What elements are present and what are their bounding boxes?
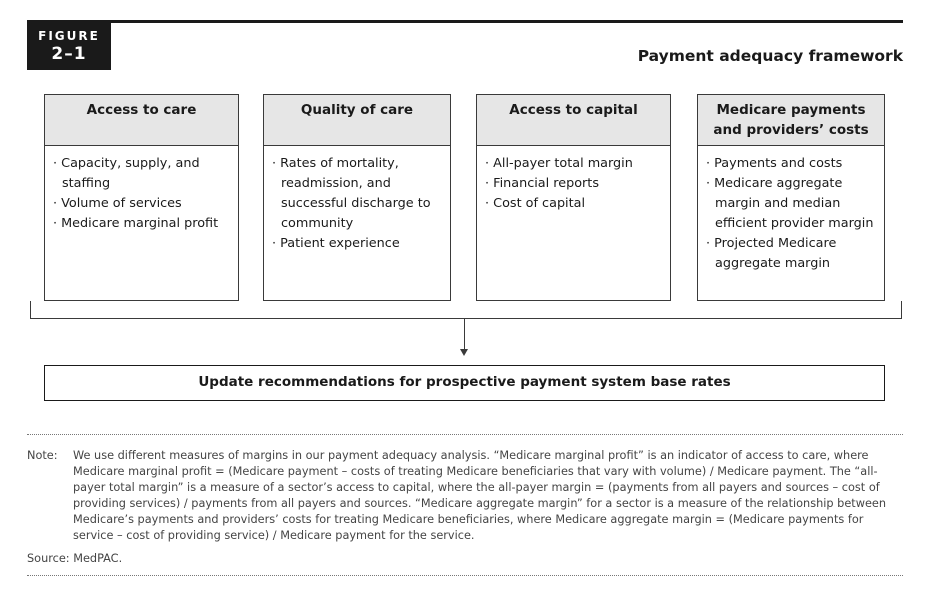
list-item: · Capacity, supply, and staffing bbox=[53, 154, 232, 194]
list-item: · Patient experience bbox=[272, 234, 444, 254]
figure-number: 2–1 bbox=[51, 44, 87, 64]
result-box: Update recommendations for prospective payment system base rates bbox=[44, 365, 885, 401]
note-label: Note: bbox=[27, 449, 58, 462]
list-item: · Medicare aggregate margin and median efficient provider margin bbox=[706, 174, 878, 234]
divider-top bbox=[27, 434, 903, 435]
list-item: · Financial reports bbox=[485, 174, 664, 194]
top-rule bbox=[27, 20, 903, 23]
list-item: · Payments and costs bbox=[706, 154, 878, 174]
box-list bbox=[45, 146, 238, 234]
flow-arrow bbox=[464, 319, 465, 353]
list-item: · Cost of capital bbox=[485, 194, 664, 214]
figure-label bbox=[27, 23, 111, 70]
box-medicare-payments-costs bbox=[697, 94, 885, 301]
box-list bbox=[264, 146, 450, 254]
list-item: · Rates of mortality, readmission, and successful discharge to community bbox=[272, 154, 444, 234]
figure-title: Payment adequacy framework bbox=[637, 47, 903, 65]
box-heading: Access to care bbox=[45, 95, 238, 146]
list-item: · Volume of services bbox=[53, 194, 232, 214]
note-text: We use different measures of margins in our payment adequacy analysis. “Medicare marginal profit” is an indicator of access to care, where Medicare marginal profit = (Medicare payment – costs of treating Medicare beneficiaries that vary with volume) / Medicare payment. The “all-payer total margin” is a measure of a sector’s access to capital, where the all-payer margin = (payments from all payers and sources – cost of providing services) / payments from all payers and sources. “Medicare aggregate margin” for a sector is a measure of the relationship between Medicare’s payments and providers’ costs for treating Medicare beneficiaries, where Medicare aggregate margin = (Medicare payments for service – cost of providing service) / Medicare payment for the service. bbox=[73, 449, 887, 542]
list-item: · All-payer total margin bbox=[485, 154, 664, 174]
box-list bbox=[698, 146, 884, 274]
box-heading: Access to capital bbox=[477, 95, 670, 146]
figure-word: FIGURE bbox=[38, 29, 100, 43]
flow-arrow-head bbox=[460, 349, 468, 356]
list-item: · Medicare marginal profit bbox=[53, 214, 232, 234]
box-heading: Quality of care bbox=[264, 95, 450, 146]
box-heading: Medicare payments and providers’ costs bbox=[698, 95, 884, 146]
list-item: · Projected Medicare aggregate margin bbox=[706, 234, 878, 274]
box-access-to-capital bbox=[476, 94, 671, 301]
box-list bbox=[477, 146, 670, 214]
note bbox=[27, 448, 903, 544]
box-access-to-care bbox=[44, 94, 239, 301]
grouping-bracket bbox=[30, 301, 902, 319]
divider-bottom bbox=[27, 575, 903, 576]
box-quality-of-care bbox=[263, 94, 451, 301]
source-line: Source: MedPAC. bbox=[27, 552, 123, 565]
